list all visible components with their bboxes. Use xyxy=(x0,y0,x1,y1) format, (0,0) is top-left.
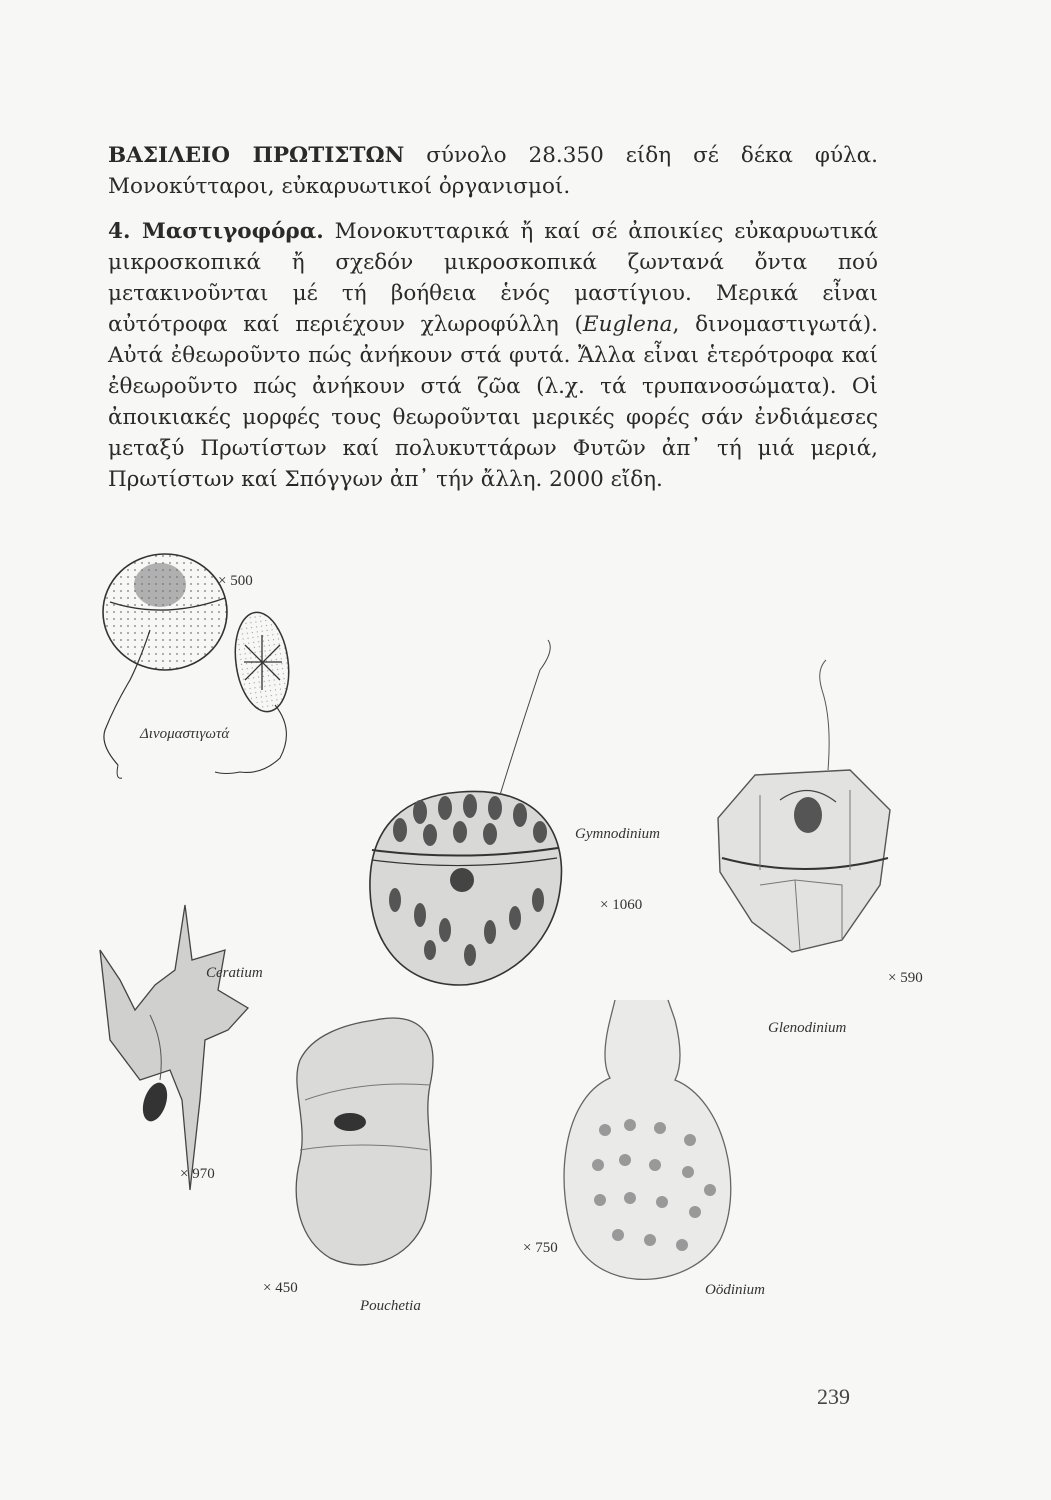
gymnodinium-drawing xyxy=(370,640,562,985)
kingdom-heading: ΒΑΣΙΛΕΙΟ ΠΡΩΤΙΣΤΩΝ xyxy=(108,143,405,168)
ceratium-label: Ceratium xyxy=(206,965,263,981)
oodinium-drawing xyxy=(564,1000,731,1279)
ceratium-drawing xyxy=(100,905,248,1190)
gymnodinium-magnification: × 1060 xyxy=(600,897,643,913)
oodinium-magnification: × 750 xyxy=(523,1240,558,1256)
euglena-italic: Euglena xyxy=(582,312,673,337)
glenodinium-drawing xyxy=(718,660,890,952)
ceratium-magnification: × 970 xyxy=(180,1166,215,1182)
kingdom-text: σύνολο 28.350 είδη σέ δέκα φύλα. Μονοκύτταροι, εὐκαρυωτικοί ὀργανισμοί. xyxy=(108,143,878,199)
dino-label: Δινομαστιγωτά xyxy=(140,726,230,742)
dino-magnification: × 500 xyxy=(218,573,253,589)
page-number: 239 xyxy=(817,1384,850,1409)
dinoflagellate-figure xyxy=(0,540,1051,1380)
gymnodinium-label: Gymnodinium xyxy=(575,826,660,842)
glenodinium-label: Glenodinium xyxy=(768,1020,847,1036)
mastigophora-text-b: , δινομαστιγωτά). Αὐτά ἐθεωροῦντο πώς ἀνήκουν στά φυτά. Ἄλλα εἶναι ἑτερότροφα καί ἐθεωροῦντο πώς ἀνήκουν στά ζῶα (λ.χ. τά τρυπανοσώματα). Οἱ ἀποικιακές μορφές τους θεωροῦνται μερικές φορές σάν ἐνδιάμεσες μεταξύ Πρωτίστων καί πολυκυττάρων Φυτῶν ἀπ᾽ τή μιά μεριά, Πρωτίστων καί Σπόγγων ἀπ᾽ τήν ἄλλη. 2000 εἴδη. xyxy=(108,312,878,492)
body-text xyxy=(108,140,878,495)
mastigophora-text-a: Μονοκυτταρικά ἤ καί σέ ἀποικίες εὐκαρυωτικά μικροσκοπικά ἤ σχεδόν μικροσκοπικά ζωντανά ὄντα πού μετακινοῦνται μέ τή βοήθεια ἑνός μαστίγιου. Μερικά εἶναι αὐτότροφα καί περιέχουν χλωροφύλλη ( xyxy=(108,219,878,337)
oodinium-label: Oödinium xyxy=(705,1282,765,1298)
paragraph-kingdom xyxy=(108,140,878,202)
paragraph-mastigophora xyxy=(108,216,878,495)
pouchetia-magnification: × 450 xyxy=(263,1280,298,1296)
dinoflagellata-drawing xyxy=(103,554,295,778)
glenodinium-magnification: × 590 xyxy=(888,970,923,986)
pouchetia-drawing xyxy=(296,1018,433,1265)
mastigophora-heading: 4. Μαστιγοφόρα. xyxy=(108,219,324,244)
pouchetia-label: Pouchetia xyxy=(360,1298,421,1314)
